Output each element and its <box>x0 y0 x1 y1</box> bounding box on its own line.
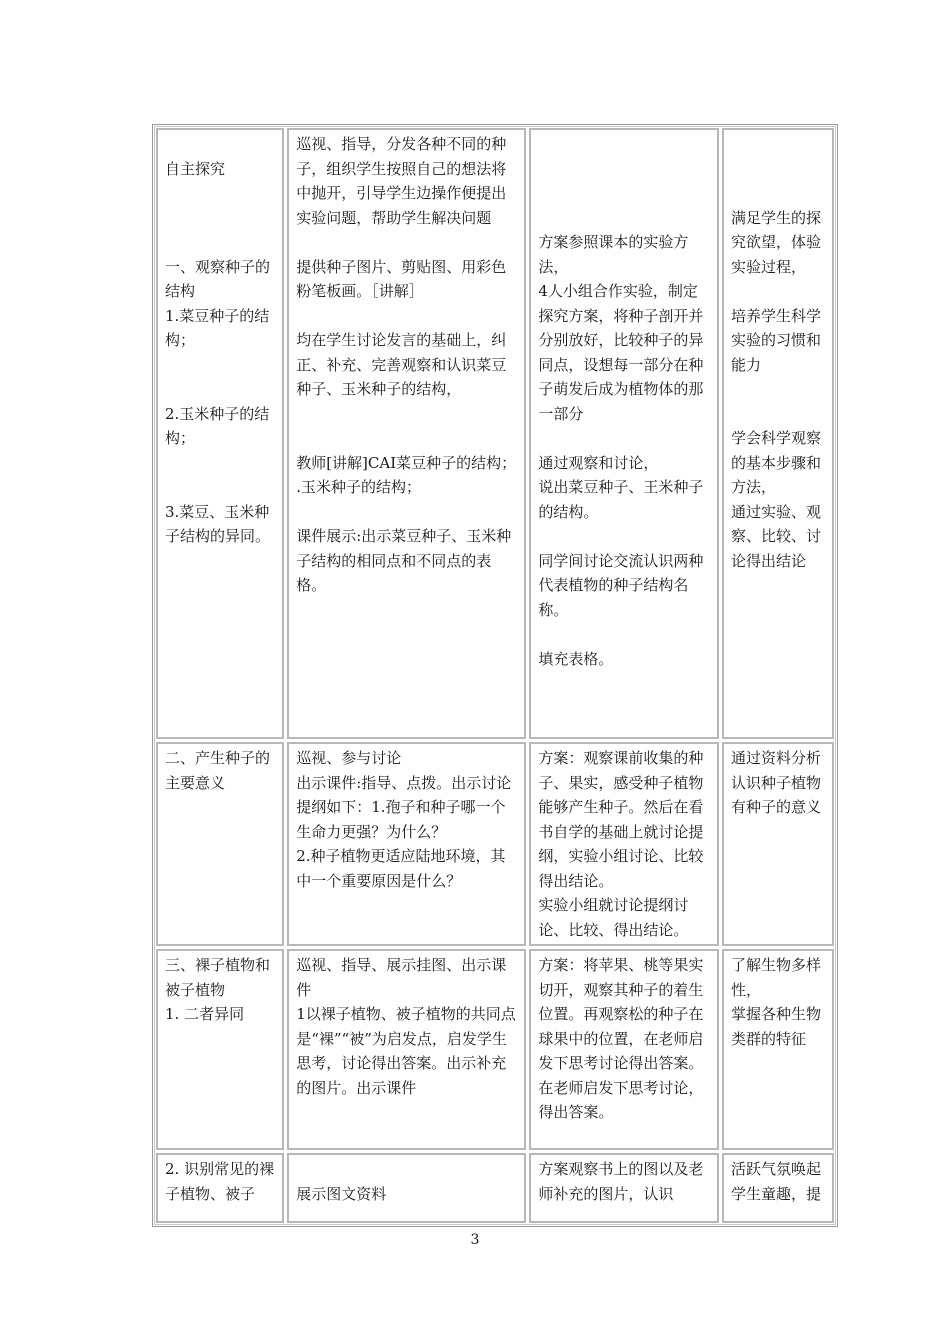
table-row <box>156 742 834 946</box>
table-cell <box>156 128 284 739</box>
table-cell <box>722 742 834 946</box>
cell-text: 展示图文资料 <box>296 1184 387 1203</box>
lesson-plan-table <box>152 124 838 1227</box>
table-cell <box>722 128 834 739</box>
table-cell <box>287 128 526 739</box>
table-row <box>156 949 834 1150</box>
table-cell <box>156 742 284 946</box>
table-cell <box>722 949 834 1150</box>
table-cell <box>529 742 719 946</box>
table-cell <box>529 128 719 739</box>
table-cell <box>529 1153 719 1223</box>
cell-text: 活跃气氛唤起学生童趣，提 <box>730 1160 821 1203</box>
table-row <box>156 128 834 739</box>
table-cell <box>287 742 526 946</box>
cell-text: 方案观察书上的图以及老师补充的图片，认识 <box>538 1160 704 1203</box>
cell-text: 了解生物多样性， 掌握各种生物类群的特征 <box>730 956 821 1048</box>
cell-text: 2. 识别常见的裸子植物、被子 <box>165 1160 275 1203</box>
cell-text: 满足学生的探究欲望，体验实验过程， 培养学生科学实验的习惯和能力 学会科学观察的基本步骤和方法， 通过实验、观察、比较、讨论得出结论 <box>730 208 821 570</box>
cell-text: 方案参照课本的实验方法， 4人小组合作实验，制定探究方案，将种子剖开并分别放好，比较种子的异同点，设想每一部分在种子萌发后成为植物体的那一部分 通过观察和讨论， 说出菜豆种子、王米种子的结构。 同学间讨论交流认识两种代表植物的种子结构名称。 填充表格。 <box>538 233 704 668</box>
cell-text: 巡视、指导，分发各种不同的种子，组织学生按照自己的想法将中抛开，引导学生边操作便提出实验问题，帮助学生解决问题 提供种子图片、剪贴图、用彩色粉笔板画。［讲解］ 均在学生讨论发言的基础上，纠正、补充、完善观察和认识菜豆种子、玉米种子的结构， 教师[讲解]CAI菜豆种子的结构； .玉米种子的结构； 课件展示:出示菜豆种子、玉米种子结构的相同点和不同点的表格。 <box>296 135 517 594</box>
cell-text: 方案：观察课前收集的种子、果实，感受种子植物能够产生种子。然后在看书自学的基础上就讨论提纲，实验小组讨论、比较得出结论。 实验小组就讨论提纲讨论、比较、得出结论。 <box>538 749 704 939</box>
table-row <box>156 1153 834 1223</box>
cell-text: 巡视、指导、展示挂图、出示课件 1以裸子植物、被子植物的共同点是“裸”“被”为启发点，启发学生思考，讨论得出答案。出示补充的图片。出示课件 <box>296 956 516 1097</box>
cell-text: 自主探究 一、观察种子的结构 1.菜豆种子的结构； 2.玉米种子的结构； 3.菜豆、玉米种子结构的异同。 <box>165 159 271 545</box>
table-cell <box>722 1153 834 1223</box>
cell-text: 三、裸子植物和被子植物 1. 二者异同 <box>165 956 271 1023</box>
table-cell <box>529 949 719 1150</box>
page-number: 3 <box>470 1232 480 1248</box>
cell-text: 巡视、参与讨论 出示课件:指导、点拨。出示讨论提纲如下：1.孢子和种子哪一个生命力更强？为什么？ 2.种子植物更适应陆地环境，其中一个重要原因是什么？ <box>296 749 512 890</box>
cell-text: 方案：将苹果、桃等果实切开，观察其种子的着生位置。再观察松的种子在球果中的位置，在老师启发下思考讨论得出答案。 在老师启发下思考讨论，得出答案。 <box>538 956 704 1121</box>
cell-text: 二、产生种子的主要意义 <box>165 749 271 792</box>
table-cell <box>156 949 284 1150</box>
cell-text: 通过资料分析认识种子植物有种子的意义 <box>730 749 821 816</box>
table-cell <box>156 1153 284 1223</box>
table-cell <box>287 1153 526 1223</box>
table-cell <box>287 949 526 1150</box>
